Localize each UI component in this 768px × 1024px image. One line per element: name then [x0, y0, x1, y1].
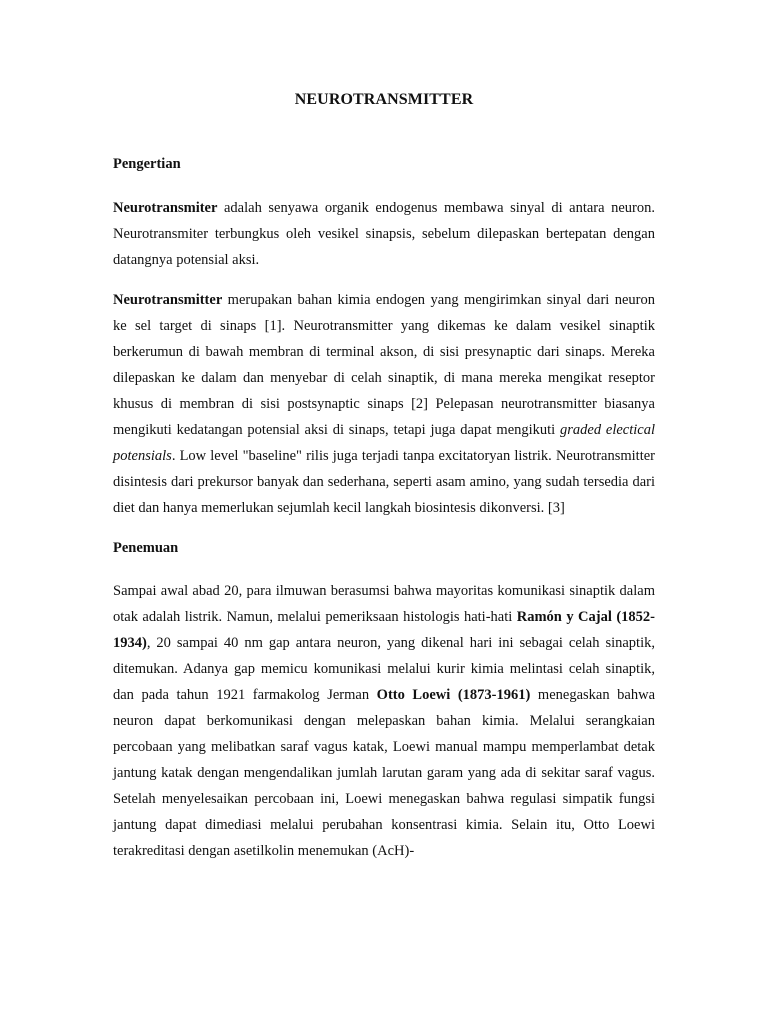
- paragraph-text: , 20 sampai 40 nm gap antara neuron, yang dikenal hari ini sebagai celah sinaptik, ditemukan. Adanya gap memicu komunikasi melalui kurir kimia melintasi celah sinaptik, dan pada tahun 1921 farmakolog Jerman: [113, 635, 655, 703]
- paragraph-text: menegaskan bahwa neuron dapat berkomunikasi dengan melepaskan bahan kimia. Melalui serangkaian percobaan yang melibatkan saraf vagus katak, Loewi manual mampu memperlambat detak jantung katak dengan mengendalikan jumlah larutan garam yang ada di sekitar saraf vagus. Setelah menyelesaikan percobaan ini, Loewi menegaskan bahwa regulasi simpatik fungsi jantung dapat dimediasi melalui perubahan konsentrasi kimia. Selain itu, Otto Loewi terakreditasi dengan asetilkolin menemukan (AcH)-: [113, 687, 656, 859]
- bold-term: Neurotransmiter: [113, 200, 218, 216]
- paragraph-text: adalah senyawa organik endogenus membawa sinyal di antara neuron. Neurotransmiter terbungkus oleh vesikel sinapsis, sebelum dilepaskan bertepatan dengan datangnya potensial aksi.: [113, 200, 655, 268]
- paragraph-text: Sampai awal abad 20, para ilmuwan berasumsi bahwa mayoritas komunikasi sinaptik dalam otak adalah listrik. Namun, melalui pemeriksaan histologis hati-hati: [113, 583, 655, 625]
- bold-name-ramon-y-cajal: Ramón y Cajal (1852-1934): [113, 609, 655, 651]
- paragraph-text: . Low level "baseline" rilis juga terjadi tanpa excitatoryan listrik. Neurotransmitter disintesis dari prekursor banyak dan sederhana, seperti asam amino, yang sudah tersedia dari diet dan hanya memerlukan sejumlah kecil langkah biosintesis dikonversi. [3]: [113, 448, 655, 516]
- section-heading-penemuan: Penemuan: [113, 540, 179, 556]
- document-title: NEUROTRANSMITTER: [294, 91, 474, 108]
- paragraph-definition-2: [113, 287, 655, 521]
- paragraph-definition-1: [113, 195, 655, 273]
- bold-term: Neurotransmitter: [113, 292, 223, 308]
- paragraph-text: merupakan bahan kimia endogen yang mengirimkan sinyal dari neuron ke sel target di sinaps [1]. Neurotransmitter yang dikemas ke dalam vesikel sinaptik berkerumun di bawah membran di terminal akson, di sisi presynaptic dari sinaps. Mereka dilepaskan ke dalam dan menyebar di celah sinaptik, di mana mereka mengikat reseptor khusus di membran di sisi postsynaptic sinaps [2] Pelepasan neurotransmitter biasanya mengikuti kedatangan potensial aksi di sinaps, tetapi juga dapat mengikuti: [113, 292, 655, 438]
- section-heading-pengertian: Pengertian: [113, 156, 181, 172]
- italic-term: graded electical potensials: [113, 422, 655, 464]
- bold-name-otto-loewi: Otto Loewi (1873-1961): [376, 687, 531, 703]
- paragraph-discovery: [113, 578, 655, 864]
